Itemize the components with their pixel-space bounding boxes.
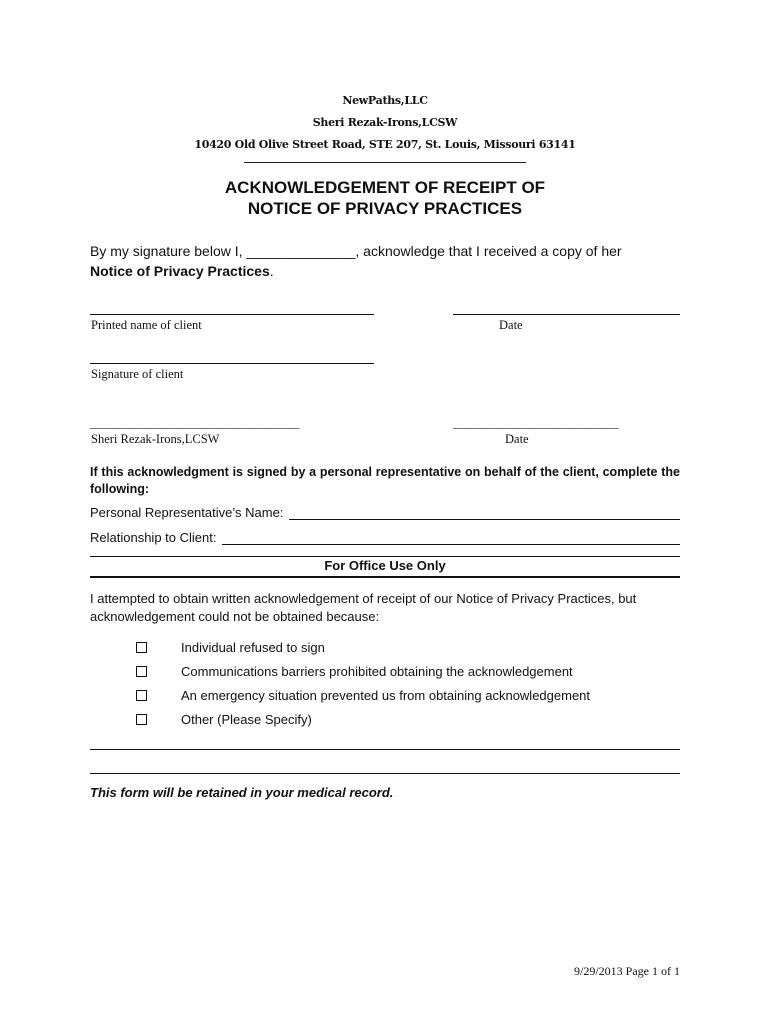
representative-name-label: Personal Representative’s Name: bbox=[90, 505, 284, 520]
retention-note: This form will be retained in your medical record. bbox=[90, 785, 394, 800]
option-communication-barriers bbox=[136, 664, 573, 679]
page-footer: 9/29/2013 Page 1 of 1 bbox=[574, 964, 680, 978]
client-signature-label: Signature of client bbox=[91, 367, 184, 381]
intro-text: By my signature below I, ______________, acknowledge that I received a copy of her bbox=[90, 243, 622, 259]
option-emergency-label: An emergency situation prevented us from obtaining acknowledgement bbox=[181, 688, 591, 703]
org-address: 10420 Old Olive Street Road, STE 207, St. Louis, Missouri 63141 bbox=[194, 138, 576, 151]
client-date-label: Date bbox=[499, 318, 523, 332]
checkbox-refused[interactable] bbox=[136, 642, 147, 653]
provider-date-label: Date bbox=[505, 432, 529, 446]
option-refused bbox=[136, 640, 325, 655]
org-name: NewPaths,LLC bbox=[342, 94, 428, 107]
representative-name-row bbox=[90, 505, 680, 520]
printed-name-line[interactable] bbox=[90, 314, 374, 315]
provider-date-line[interactable]: ______________________________ bbox=[453, 416, 618, 430]
representative-name-field[interactable] bbox=[289, 507, 680, 520]
intro-period: . bbox=[269, 263, 274, 279]
provider-signature-line[interactable]: ______________________________________ bbox=[90, 416, 299, 430]
checkbox-emergency[interactable] bbox=[136, 690, 147, 701]
printed-name-label: Printed name of client bbox=[91, 318, 202, 332]
option-other-label: Other (Please Specify) bbox=[181, 712, 312, 727]
option-communication-barriers-label: Communications barriers prohibited obtaining the acknowledgement bbox=[181, 664, 573, 679]
checkbox-other[interactable] bbox=[136, 714, 147, 725]
option-other bbox=[136, 712, 312, 727]
relationship-field[interactable] bbox=[222, 532, 680, 545]
representative-note: If this acknowledgment is signed by a personal representative on behalf of the client, complete the following: bbox=[90, 465, 680, 496]
form-title-line-1: ACKNOWLEDGEMENT OF RECEIPT OF bbox=[224, 178, 546, 197]
form-title-line-2: NOTICE OF PRIVACY PRACTICES bbox=[247, 199, 523, 218]
client-date-line[interactable] bbox=[453, 314, 680, 315]
intro-statement bbox=[90, 241, 690, 281]
relationship-label: Relationship to Client: bbox=[90, 530, 217, 545]
option-refused-label: Individual refused to sign bbox=[181, 640, 325, 655]
office-use-text: I attempted to obtain written acknowledgement of receipt of our Notice of Privacy Practices, but acknowledgement could not be obtained because: bbox=[90, 591, 637, 624]
option-emergency bbox=[136, 688, 590, 703]
client-signature-line[interactable] bbox=[90, 363, 374, 364]
provider-name: Sheri Rezak-Irons,LCSW bbox=[312, 116, 458, 129]
relationship-row bbox=[90, 530, 680, 545]
office-use-heading: For Office Use Only bbox=[90, 556, 680, 578]
checkbox-communication-barriers[interactable] bbox=[136, 666, 147, 677]
specify-line-1[interactable] bbox=[90, 749, 680, 750]
specify-line-2[interactable] bbox=[90, 773, 680, 774]
header-divider bbox=[244, 162, 526, 163]
provider-signature-label: Sheri Rezak-Irons,LCSW bbox=[91, 432, 220, 446]
intro-bold-phrase: Notice of Privacy Practices bbox=[90, 263, 270, 279]
